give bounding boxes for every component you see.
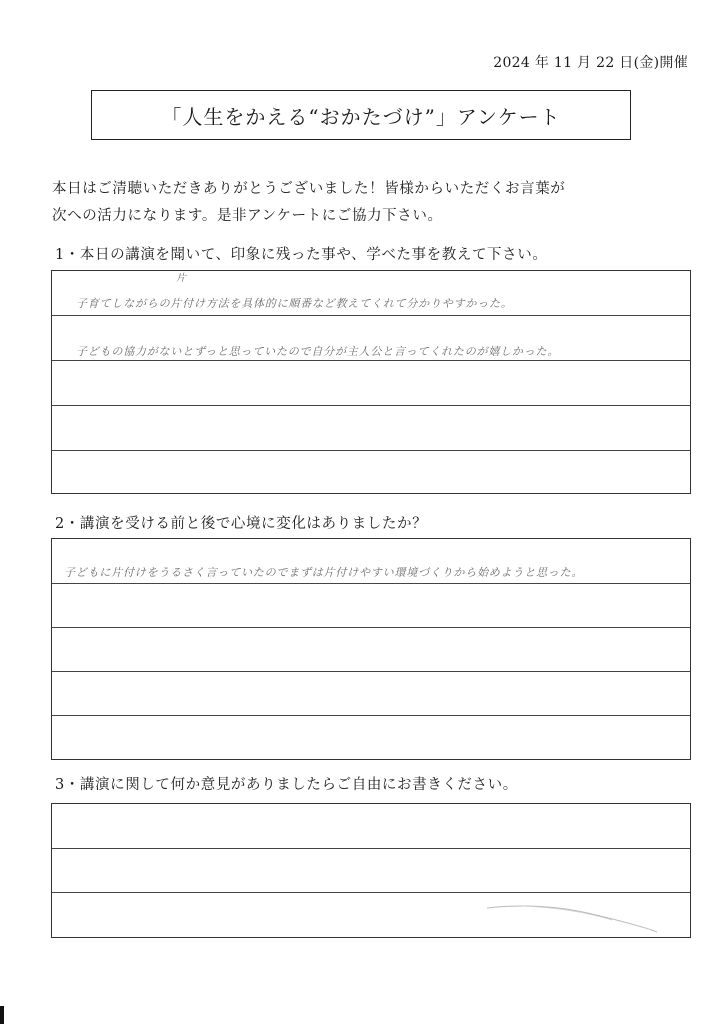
survey-title-box bbox=[91, 90, 631, 140]
intro-line-2: 次への活力になります。是非アンケートにご協力下さい。 bbox=[52, 208, 443, 224]
ruled-line bbox=[52, 848, 690, 849]
handwritten-answer-1-1: 子育てしながらの片付け方法を具体的に順番など教えてくれて分かりやすかった。 bbox=[76, 297, 513, 310]
question-1-label: 1・本日の講演を聞いて、印象に残った事や、学べた事を教えて下さい。 bbox=[55, 247, 548, 263]
ruled-line bbox=[52, 360, 690, 361]
ruled-line bbox=[52, 583, 690, 584]
handwritten-answer-1-2: 子どもの協力がないとずっと思っていたので自分が主人公と言ってくれたのが嬉しかった。 bbox=[76, 345, 560, 358]
survey-title: 「人生をかえる“おかたづけ”」アンケート bbox=[161, 104, 561, 129]
scan-edge-mark bbox=[0, 1006, 4, 1024]
ruled-line bbox=[52, 450, 690, 451]
handwritten-note-above: 片 bbox=[176, 273, 186, 284]
question-2-label: 2・講演を受ける前と後で心境に変化はありましたか？ bbox=[55, 516, 428, 532]
ruled-line bbox=[52, 892, 690, 893]
question-3-label: 3・講演に関して何か意見がありましたらご自由にお書きください。 bbox=[55, 777, 518, 793]
ruled-line bbox=[52, 405, 690, 406]
handwritten-answer-2-1: 子どもに片付けをうるさく言っていたのでまずは片付けやすい環境づくりから始めようと思った。 bbox=[64, 566, 584, 579]
ruled-line bbox=[52, 315, 690, 316]
ruled-line bbox=[52, 715, 690, 716]
answer-box-2[interactable] bbox=[51, 538, 691, 760]
intro-line-1: 本日はご清聴いただきありがとうございました！皆様からいただくお言葉が bbox=[52, 181, 566, 197]
event-date: 2024 年 11 月 22 日(金)開催 bbox=[493, 55, 688, 71]
ruled-line bbox=[52, 671, 690, 672]
pencil-smudge bbox=[482, 900, 662, 936]
answer-box-1[interactable] bbox=[51, 270, 691, 494]
answer-box-3[interactable] bbox=[51, 803, 691, 938]
intro-text bbox=[52, 176, 565, 230]
ruled-line bbox=[52, 627, 690, 628]
